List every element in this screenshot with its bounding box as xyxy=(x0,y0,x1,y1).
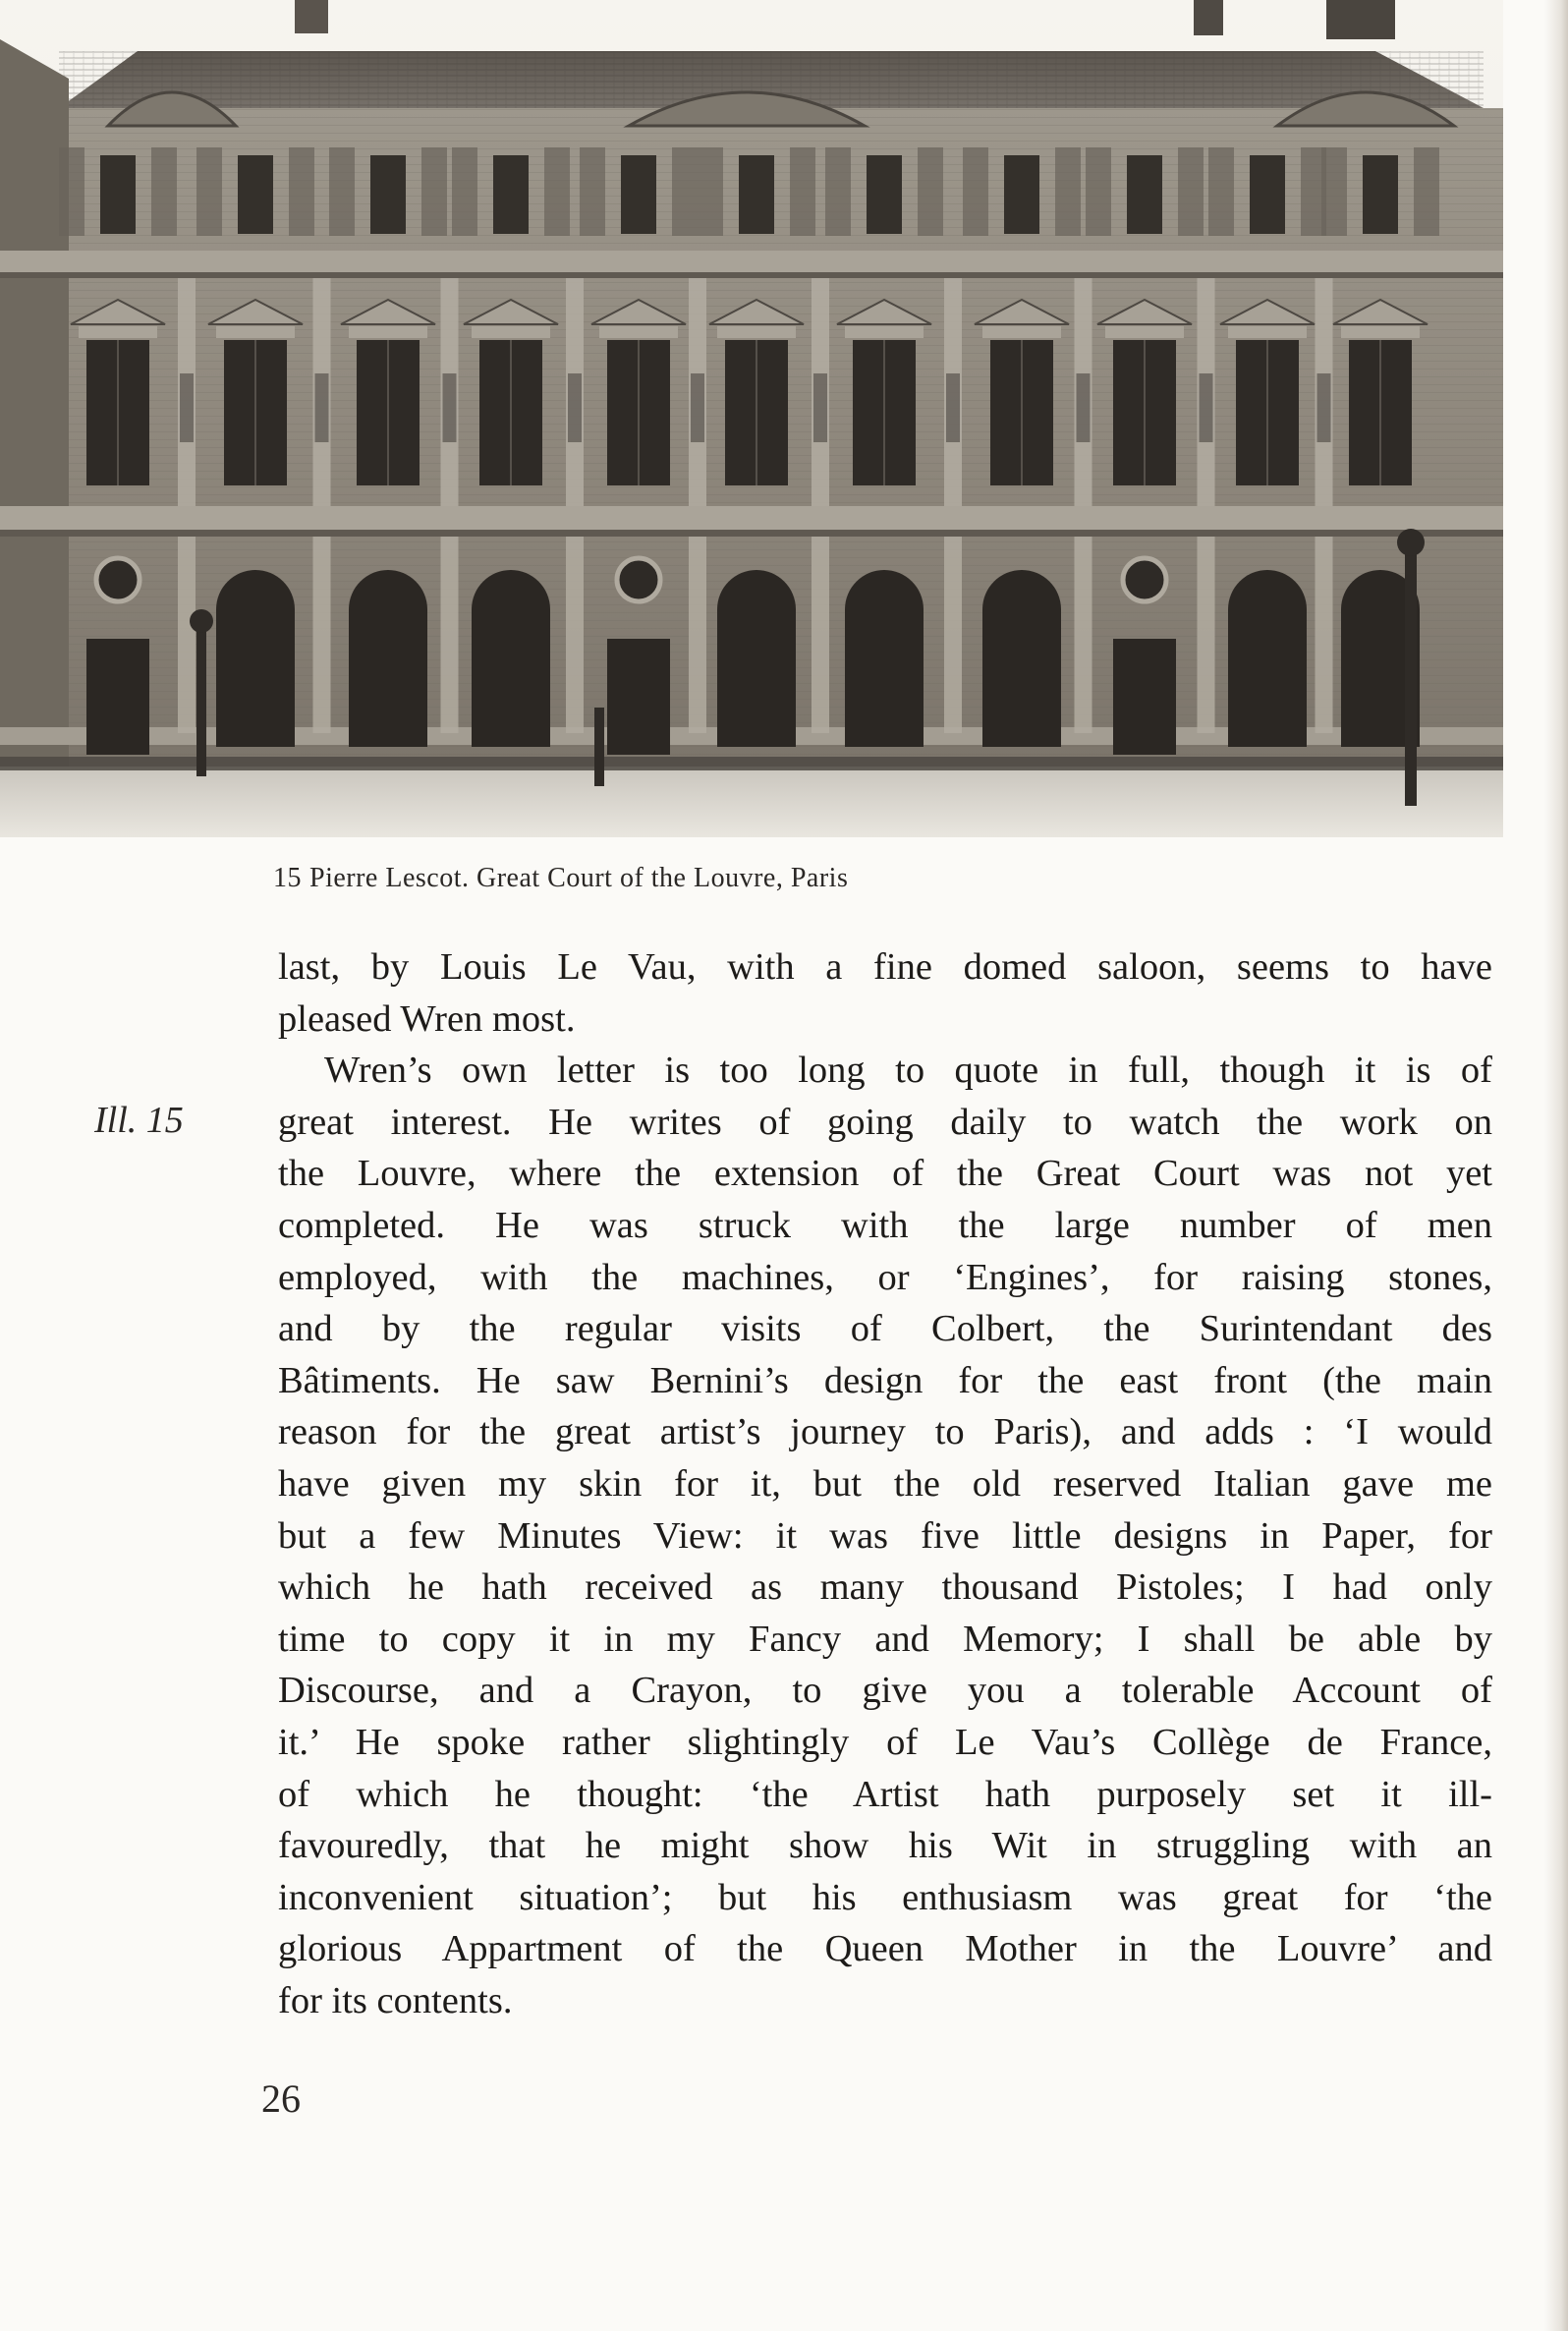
body-line: Discourse, and a Crayon, to give you a tolerable Account of xyxy=(278,1670,1492,1712)
body-line: Wren’s own letter is too long to quote in full, though it is of xyxy=(324,1050,1492,1092)
body-line: favouredly, that he might show his Wit in struggling with an xyxy=(278,1825,1492,1867)
pilaster xyxy=(812,537,829,733)
niche-statue xyxy=(1317,373,1331,442)
attic-relief xyxy=(1055,147,1081,236)
attic-relief xyxy=(421,147,447,236)
arcade-arch xyxy=(216,570,295,747)
doorway xyxy=(607,639,670,755)
attic-relief xyxy=(1086,147,1111,236)
pilaster xyxy=(313,537,331,733)
body-line: time to copy it in my Fancy and Memory; I shall be able by xyxy=(278,1618,1492,1660)
arcade-arch xyxy=(982,570,1061,747)
attic-relief xyxy=(59,147,84,236)
pilaster xyxy=(441,537,459,733)
oculus xyxy=(617,558,660,601)
body-line: pleased Wren most. xyxy=(278,997,576,1040)
figure-caption-text: Pierre Lescot. Great Court of the Louvre, Paris xyxy=(309,863,849,893)
attic-relief xyxy=(1414,147,1439,236)
attic-window xyxy=(867,155,902,234)
attic-window xyxy=(100,155,136,234)
niche-statue xyxy=(946,373,960,442)
body-line: completed. He was struck with the large number of men xyxy=(278,1204,1492,1246)
figure-caption xyxy=(273,863,848,894)
body-line: reason for the great artist’s journey to Paris), and adds : ‘I would xyxy=(278,1411,1492,1453)
oculus xyxy=(1123,558,1166,601)
body-line: employed, with the machines, or ‘Engines’, for raising stones, xyxy=(278,1256,1492,1298)
attic-window xyxy=(1250,155,1285,234)
body-line: which he hath received as many thousand Pistoles; I had only xyxy=(278,1566,1492,1609)
pilaster xyxy=(1198,537,1215,733)
body-line: for its contents. xyxy=(278,1979,513,2021)
window-lintel xyxy=(1105,326,1184,338)
scan-edge-shadow xyxy=(1544,0,1568,2331)
pilaster xyxy=(1316,537,1333,733)
attic-relief xyxy=(1178,147,1204,236)
window-lintel xyxy=(216,326,295,338)
attic-relief xyxy=(1321,147,1347,236)
louvre-photograph xyxy=(0,0,1503,837)
attic-window xyxy=(370,155,406,234)
window-lintel xyxy=(79,326,157,338)
body-line: have given my skin for it, but the old reserved Italian gave me xyxy=(278,1462,1492,1505)
attic-relief xyxy=(672,147,698,236)
body-line: last, by Louis Le Vau, with a fine domed saloon, seems to have xyxy=(278,946,1492,988)
attic-relief xyxy=(151,147,177,236)
attic-relief xyxy=(289,147,314,236)
body-line: inconvenient situation’; but his enthusiasm was great for ‘the xyxy=(278,1876,1492,1918)
pilaster xyxy=(689,537,706,733)
arcade-arch xyxy=(845,570,924,747)
body-line: great interest. He writes of going daily to watch the work on xyxy=(278,1101,1492,1143)
niche-statue xyxy=(568,373,582,442)
body-line: glorious Appartment of the Queen Mother in the Louvre’ and xyxy=(278,1928,1492,1970)
attic-relief xyxy=(580,147,605,236)
window-lintel xyxy=(982,326,1061,338)
attic-window xyxy=(1127,155,1162,234)
pilaster xyxy=(944,537,962,733)
niche-statue xyxy=(443,373,457,442)
window-lintel xyxy=(717,326,796,338)
figure-number: 15 xyxy=(273,863,302,893)
niche-statue xyxy=(315,373,329,442)
arcade-arch xyxy=(472,570,550,747)
body-text xyxy=(278,941,1492,2026)
attic-relief xyxy=(918,147,943,236)
body-line: it.’ He spoke rather slightingly of Le Vau’s Collège de France, xyxy=(278,1721,1492,1763)
attic-relief xyxy=(963,147,988,236)
doorway xyxy=(1113,639,1176,755)
attic-window xyxy=(1004,155,1039,234)
attic-relief xyxy=(698,147,723,236)
pilaster xyxy=(566,537,584,733)
window-lintel xyxy=(845,326,924,338)
body-line: and by the regular visits of Colbert, the Surintendant des xyxy=(278,1308,1492,1350)
attic-relief xyxy=(452,147,477,236)
attic-window xyxy=(1363,155,1398,234)
doorway xyxy=(86,639,149,755)
louvre-facade-image xyxy=(0,0,1503,837)
body-line: of which he thought: ‘the Artist hath purposely set it ill- xyxy=(278,1773,1492,1815)
pilaster xyxy=(1075,537,1092,733)
niche-statue xyxy=(813,373,827,442)
oculus xyxy=(96,558,140,601)
niche-statue xyxy=(691,373,704,442)
attic-relief xyxy=(329,147,355,236)
attic-relief xyxy=(544,147,570,236)
attic-relief xyxy=(1208,147,1234,236)
attic-window xyxy=(238,155,273,234)
niche-statue xyxy=(1077,373,1091,442)
body-line: Bâtiments. He saw Bernini’s design for the east front (the main xyxy=(278,1359,1492,1401)
arcade-arch xyxy=(1228,570,1307,747)
window-lintel xyxy=(1341,326,1420,338)
attic-relief xyxy=(196,147,222,236)
niche-statue xyxy=(1200,373,1213,442)
pilaster xyxy=(178,537,196,733)
window-lintel xyxy=(1228,326,1307,338)
attic-relief xyxy=(825,147,851,236)
window-lintel xyxy=(349,326,427,338)
body-line: the Louvre, where the extension of the Great Court was not yet xyxy=(278,1153,1492,1195)
window-lintel xyxy=(599,326,678,338)
attic-relief xyxy=(790,147,815,236)
attic-window xyxy=(493,155,529,234)
body-line: but a few Minutes View: it was five little designs in Paper, for xyxy=(278,1514,1492,1557)
arcade-arch xyxy=(349,570,427,747)
attic-window xyxy=(621,155,656,234)
page-number: 26 xyxy=(261,2076,301,2121)
arcade-arch xyxy=(717,570,796,747)
window-lintel xyxy=(472,326,550,338)
illustration-reference: Ill. 15 xyxy=(94,1100,184,1141)
niche-statue xyxy=(180,373,194,442)
attic-window xyxy=(739,155,774,234)
